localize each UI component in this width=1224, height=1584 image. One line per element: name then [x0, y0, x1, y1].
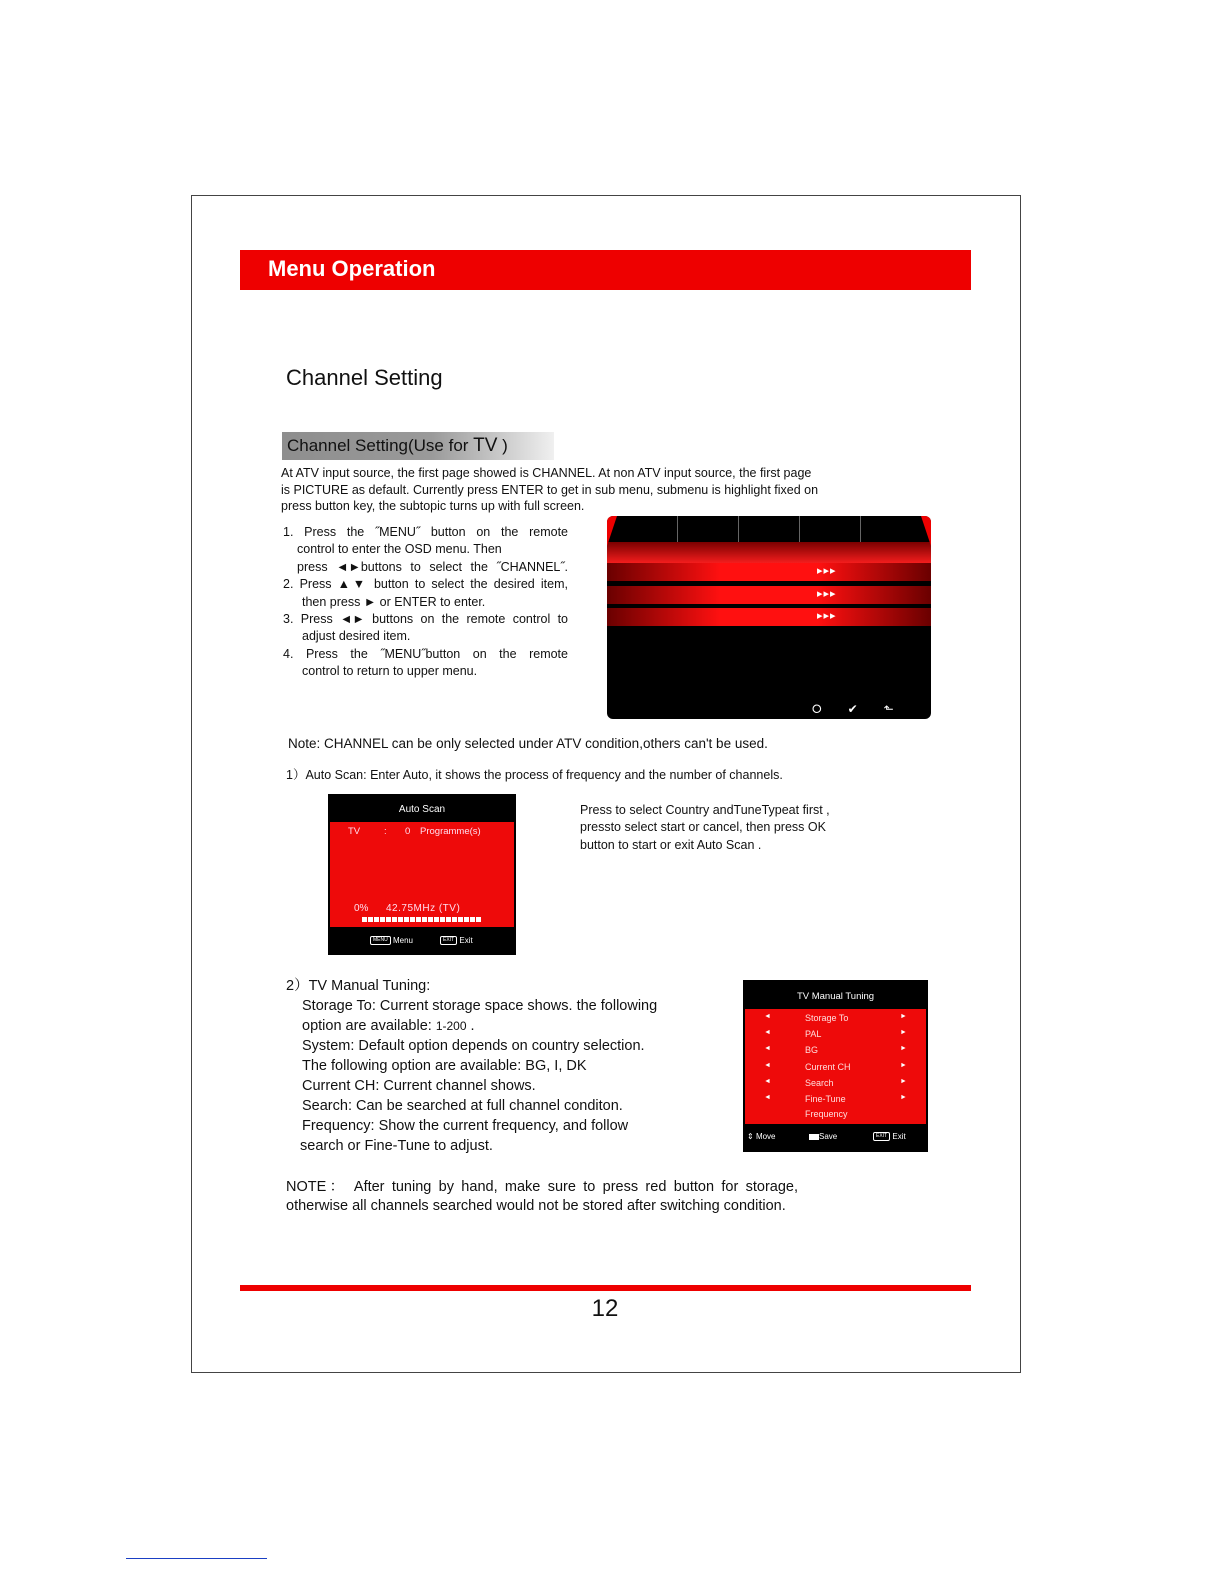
auto-scan-title: Auto Scan — [398, 804, 446, 815]
manual-line: System: Default option depends on country selection. — [302, 1038, 645, 1054]
step-line: control to enter the OSD menu. Then — [297, 542, 502, 557]
tv-manual-row[interactable]: ◄ PAL ► — [764, 1029, 907, 1039]
step-line: press ◄►buttons to select the ˝CHANNEL˝. — [297, 559, 568, 574]
step-line: control to return to upper menu. — [302, 664, 478, 679]
header-title: Menu Operation — [268, 256, 436, 281]
step-line: adjust desired item. — [302, 629, 411, 644]
left-arrow-icon: ◄ — [764, 1045, 771, 1052]
manual-line: option are available: 1-200 . — [302, 1018, 475, 1034]
manual-heading: 2）TV Manual Tuning: — [286, 978, 431, 994]
tv-manual-row: Frequency — [805, 1109, 848, 1119]
menu-tab[interactable] — [677, 516, 738, 542]
note-storage — [286, 1178, 798, 1215]
menu-tab[interactable] — [738, 516, 799, 542]
tv-manual-row[interactable]: ◄ Fine-Tune ► — [764, 1094, 907, 1104]
subtitle-main: Channel Setting — [287, 436, 408, 455]
submenu-arrows-icon: ▸▸▸ — [817, 565, 837, 577]
right-arrow-icon: ► — [900, 1013, 907, 1020]
intro-line: press button key, the subtopic turns up with full screen. — [281, 499, 585, 514]
left-arrow-icon: ◄ — [764, 1094, 771, 1101]
note-channel: Note: CHANNEL can be only selected under ATV condition,others can't be used. — [288, 736, 768, 751]
step-line: then press ► or ENTER to enter. — [302, 594, 486, 609]
tv-manual-title: TV Manual Tuning — [796, 991, 875, 1002]
auto-scan-count: 0 — [405, 826, 411, 837]
menu-wing-left — [607, 516, 617, 546]
left-arrow-icon: ◄ — [764, 1013, 771, 1020]
right-arrow-icon: ► — [900, 1029, 907, 1036]
manual-line: The following option are available: BG, I, DK — [302, 1058, 587, 1074]
subtitle-suffix: (Use for — [407, 436, 474, 455]
tv-manual-footer — [743, 1130, 928, 1148]
note-line: otherwise all channels searched would not be stored after switching condition. — [286, 1197, 786, 1214]
page-number: 12 — [591, 1295, 619, 1322]
menu-key-icon: MENU Menu — [370, 936, 413, 945]
manual-line: search or Fine-Tune to adjust. — [300, 1138, 493, 1154]
move-icon: ⭘ — [812, 702, 822, 716]
channel-menu-screenshot — [607, 516, 931, 719]
step-line: 3. Press ◄► buttons on the remote control to — [283, 612, 568, 627]
move-arrows-icon: ⇕ Move — [747, 1132, 776, 1141]
tv-manual-body — [745, 1009, 926, 1124]
desc-line: Press to select Country andTuneTypeat first , — [580, 803, 830, 817]
desc-line: button to start or exit Auto Scan . — [580, 837, 762, 852]
left-arrow-icon: ◄ — [764, 1062, 771, 1069]
footer-rule — [240, 1285, 971, 1291]
menu-tab[interactable] — [617, 516, 677, 542]
subtitle-tv: TV — [473, 435, 498, 456]
right-arrow-icon: ► — [900, 1094, 907, 1101]
menu-row[interactable] — [607, 586, 931, 604]
auto-scan-frequency: 42.75MHz (TV) — [386, 903, 461, 914]
exit-key-icon: EXIT Exit — [873, 1132, 906, 1141]
manual-line: Current CH: Current channel shows. — [302, 1078, 536, 1094]
manual-line: Frequency: Show the current frequency, and follow — [302, 1118, 629, 1134]
subtitle-banner — [282, 432, 554, 460]
auto-scan-tv-label: TV — [348, 826, 361, 837]
ok-check-icon: ✔ — [847, 702, 858, 716]
tv-manual-row[interactable]: ◄ Storage To ► — [764, 1013, 907, 1023]
tv-manual-tuning-screenshot — [743, 980, 928, 1152]
exit-label: Exit — [459, 936, 473, 945]
header-bar — [240, 250, 971, 290]
right-arrow-icon: ► — [900, 1062, 907, 1069]
auto-scan-percent: 0% — [354, 903, 369, 914]
manual-line: Search: Can be searched at full channel conditon. — [302, 1098, 623, 1114]
note-line: NOTE： After tuning by hand, make sure to press red button for storage, — [286, 1179, 798, 1195]
corner-link-rule — [126, 1558, 267, 1559]
auto-scan-body — [330, 822, 514, 902]
step-line: 2. Press ▲▼ button to select the desired item, — [283, 577, 568, 592]
menu-tab-underline — [607, 542, 931, 565]
auto-scan-colon: : — [384, 826, 387, 837]
auto-scan-progress-bar — [362, 917, 482, 922]
submenu-arrows-icon: ▸▸▸ — [817, 610, 837, 622]
intro-paragraph — [281, 465, 851, 515]
menu-tab[interactable] — [860, 516, 921, 542]
left-arrow-icon: ◄ — [764, 1029, 771, 1036]
menu-footer-icons — [812, 702, 894, 717]
right-arrow-icon: ► — [900, 1045, 907, 1052]
desc-line: pressto select start or cancel, then press OK — [580, 820, 826, 835]
right-arrow-icon: ► — [900, 1078, 907, 1085]
tv-manual-row[interactable]: ◄ Search ► — [764, 1078, 907, 1088]
menu-label: Menu — [392, 936, 413, 945]
auto-scan-intro: 1）Auto Scan: Enter Auto, it shows the process of frequency and the number of channels. — [286, 768, 783, 782]
menu-tab[interactable] — [799, 516, 860, 542]
auto-scan-footer — [328, 932, 516, 952]
manual-tuning-text — [286, 976, 706, 1156]
tv-manual-row[interactable]: ◄ BG ► — [764, 1045, 907, 1055]
save-key-icon: Save — [809, 1132, 837, 1141]
intro-line: is PICTURE as default. Currently press ENTER to get in sub menu, submenu is highlight fixed on — [281, 482, 819, 497]
menu-row[interactable] — [607, 608, 931, 626]
auto-scan-programmes: Programme(s) — [420, 826, 481, 837]
auto-scan-progress-panel — [330, 901, 514, 927]
auto-scan-description — [580, 802, 870, 854]
submenu-arrows-icon: ▸▸▸ — [817, 588, 837, 600]
auto-scan-screenshot — [328, 794, 516, 955]
menu-row[interactable] — [607, 563, 931, 581]
step-line: 1. Press the ˝MENU˝ button on the remote — [283, 525, 568, 539]
manual-line: Storage To: Current storage space shows. the following — [302, 998, 658, 1014]
section-title: Channel Setting — [286, 365, 443, 390]
subtitle-close: ) — [497, 436, 508, 455]
steps-list — [283, 524, 568, 681]
menu-tabs — [617, 516, 921, 542]
menu-wing-right — [921, 516, 931, 546]
tv-manual-row[interactable]: ◄ Current CH ► — [764, 1062, 907, 1072]
left-arrow-icon: ◄ — [764, 1078, 771, 1085]
step-line: 4. Press the ˝MENU˝button on the remote — [283, 646, 568, 661]
exit-key-icon: EXIT Exit — [440, 936, 473, 945]
intro-line: At ATV input source, the first page showed is CHANNEL. At non ATV input source, the first page — [281, 466, 812, 480]
return-icon: ⬑ — [883, 702, 894, 716]
